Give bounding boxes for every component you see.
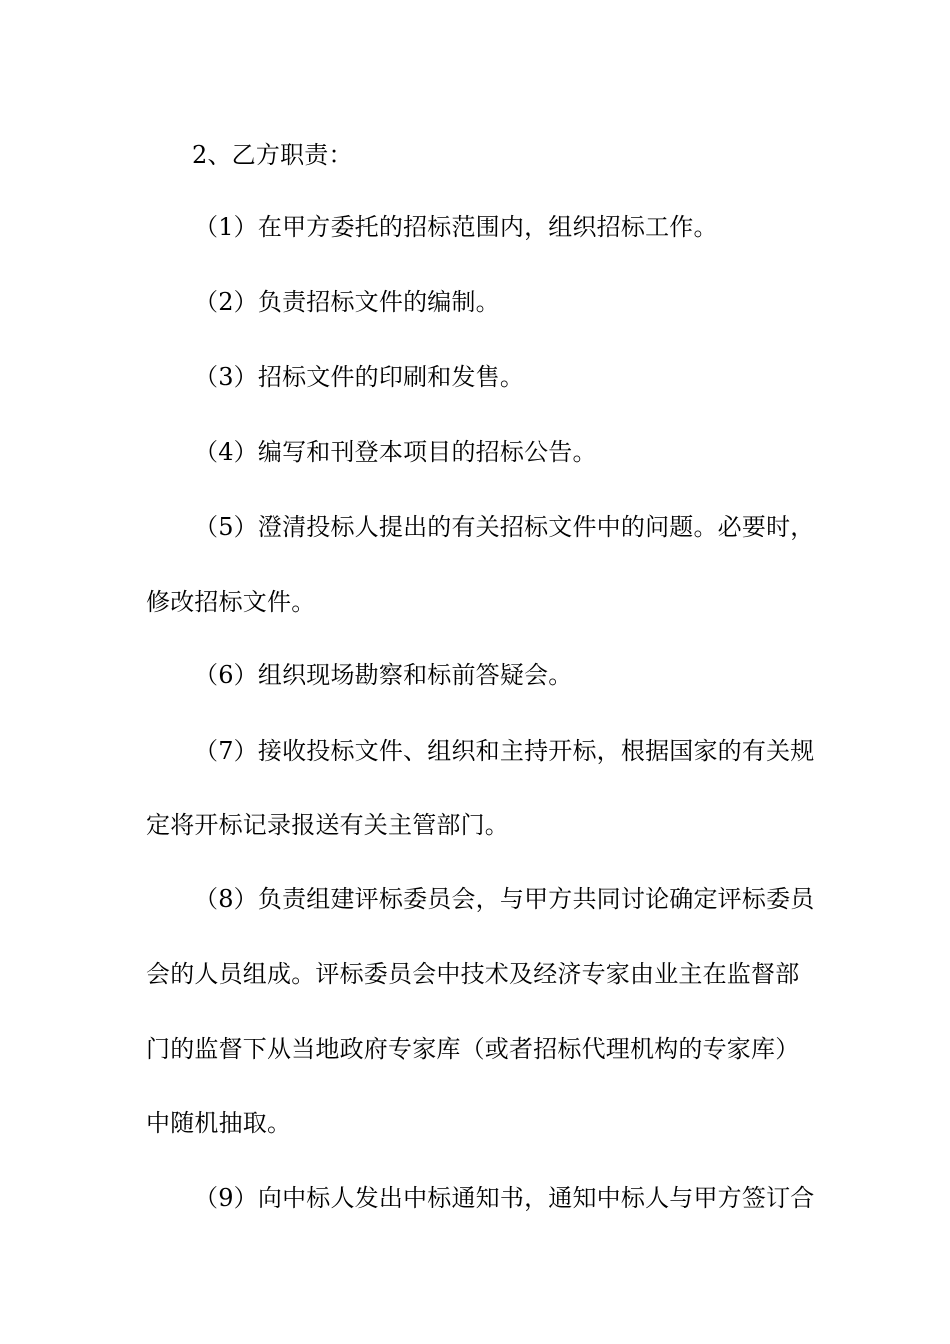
paragraph-line: 中随机抽取。 — [146, 1109, 292, 1137]
section-heading: 2、乙方职责： — [192, 141, 353, 169]
paragraph-line: （3）招标文件的印刷和发售。 — [194, 363, 525, 391]
paragraph-line: 会的人员组成。评标委员会中技术及经济专家由业主在监督部 — [146, 960, 800, 988]
paragraph-line: （7）接收投标文件、组织和主持开标，根据国家的有关规 — [194, 737, 815, 765]
paragraph-line: 门的监督下从当地政府专家库（或者招标代理机构的专家库） — [146, 1035, 800, 1063]
paragraph-line: 定将开标记录报送有关主管部门。 — [146, 811, 509, 839]
paragraph-line: （6）组织现场勘察和标前答疑会。 — [194, 661, 573, 689]
paragraph-line: （2）负责招标文件的编制。 — [194, 288, 500, 316]
paragraph-line: （1）在甲方委托的招标范围内，组织招标工作。 — [194, 213, 718, 241]
paragraph-line: （5）澄清投标人提出的有关招标文件中的问题。必要时， — [194, 513, 815, 541]
paragraph-line: 修改招标文件。 — [146, 588, 316, 616]
paragraph-line: （8）负责组建评标委员会，与甲方共同讨论确定评标委员 — [194, 885, 815, 913]
paragraph-line: （9）向中标人发出中标通知书，通知中标人与甲方签订合 — [194, 1184, 815, 1212]
paragraph-line: （4）编写和刊登本项目的招标公告。 — [194, 438, 597, 466]
